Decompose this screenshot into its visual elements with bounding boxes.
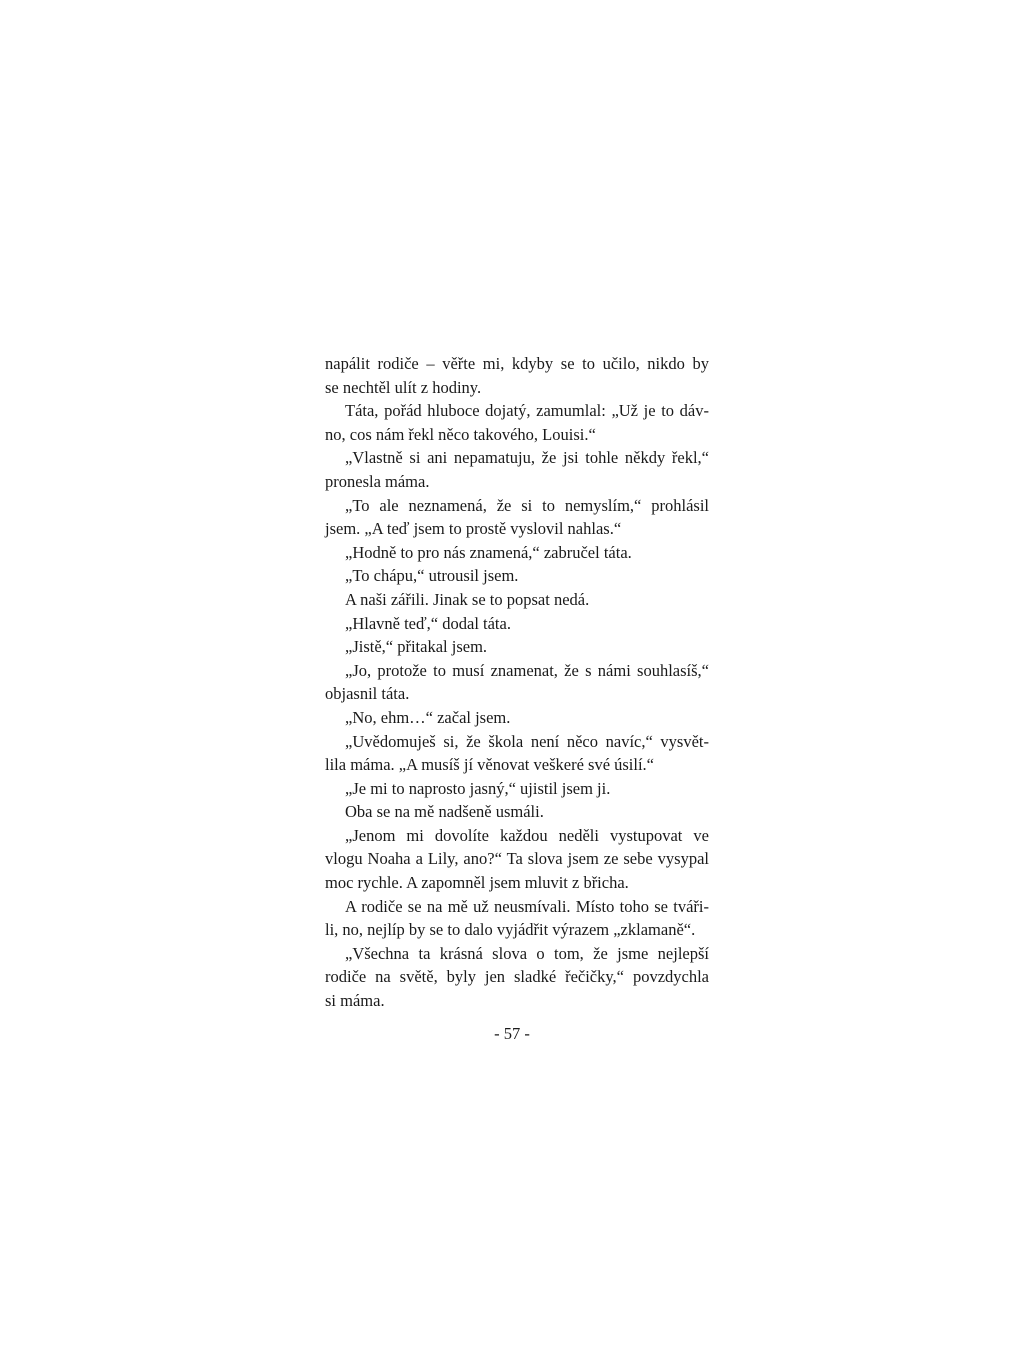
text-line: jsem. „A teď jsem to prostě vyslovil nahlas.“ (325, 519, 622, 539)
text-line: lila máma. „A musíš jí věnovat veškeré své úsilí.“ (325, 755, 655, 775)
text-line: no, cos nám řekl něco takového, Louisi.“ (325, 424, 596, 444)
page-number: - 57 - (494, 1024, 530, 1043)
text-line: „Uvědomuješ si, že škola není něco navíc,“ vysvět- (345, 731, 709, 751)
text-line: pronesla máma. (325, 471, 430, 491)
text-line: napálit rodiče – věřte mi, kdyby se to učilo, nikdo by (325, 354, 709, 373)
text-line: „Hlavně teď,“ dodal táta. (345, 613, 511, 633)
text-line: „Jistě,“ přitakal jsem. (345, 637, 488, 657)
text-line: moc rychle. A zapomněl jsem mluvit z břicha. (325, 873, 629, 893)
text-line: „Všechna ta krásná slova o tom, že jsme nejlepší (345, 943, 709, 963)
text-line: „To ale neznamená, že si to nemyslím,“ prohlásil (345, 495, 709, 515)
text-line: se nechtěl ulít z hodiny. (325, 377, 482, 397)
text-line: A rodiče se na mě už neusmívali. Místo toho se tváři- (345, 896, 709, 916)
text-line: „Jo, protože to musí znamenat, že s námi souhlasíš,“ (345, 660, 709, 680)
text-line: A naši zářili. Jinak se to popsat nedá. (345, 589, 590, 609)
text-line: „Vlastně si ani nepamatuju, že jsi tohle někdy řekl,“ (345, 448, 709, 468)
text-line: li, no, nejlíp by se to dalo vyjádřit výrazem „zklamaně“. (325, 920, 696, 940)
text-line: „Hodně to pro nás znamená,“ zabručel táta. (345, 542, 632, 562)
text-line: objasnil táta. (325, 684, 410, 704)
text-line: si máma. (325, 991, 385, 1011)
text-line: „To chápu,“ utrousil jsem. (345, 566, 519, 586)
text-line: vlogu Noaha a Lily, ano?“ Ta slova jsem ze sebe vysypal (325, 849, 709, 869)
text-line: „No, ehm…“ začal jsem. (345, 707, 511, 727)
text-line: „Je mi to naprosto jasný,“ ujistil jsem ji. (345, 778, 611, 798)
text-line: rodiče na světě, byly jen sladké řečičky,“ povzdychla (325, 967, 709, 987)
text-line: „Jenom mi dovolíte každou neděli vystupovat ve (345, 825, 709, 845)
text-line: Táta, pořád hluboce dojatý, zamumlal: „Už je to dáv- (345, 401, 709, 421)
body-text (325, 352, 709, 1013)
text-line: Oba se na mě nadšeně usmáli. (345, 802, 544, 822)
